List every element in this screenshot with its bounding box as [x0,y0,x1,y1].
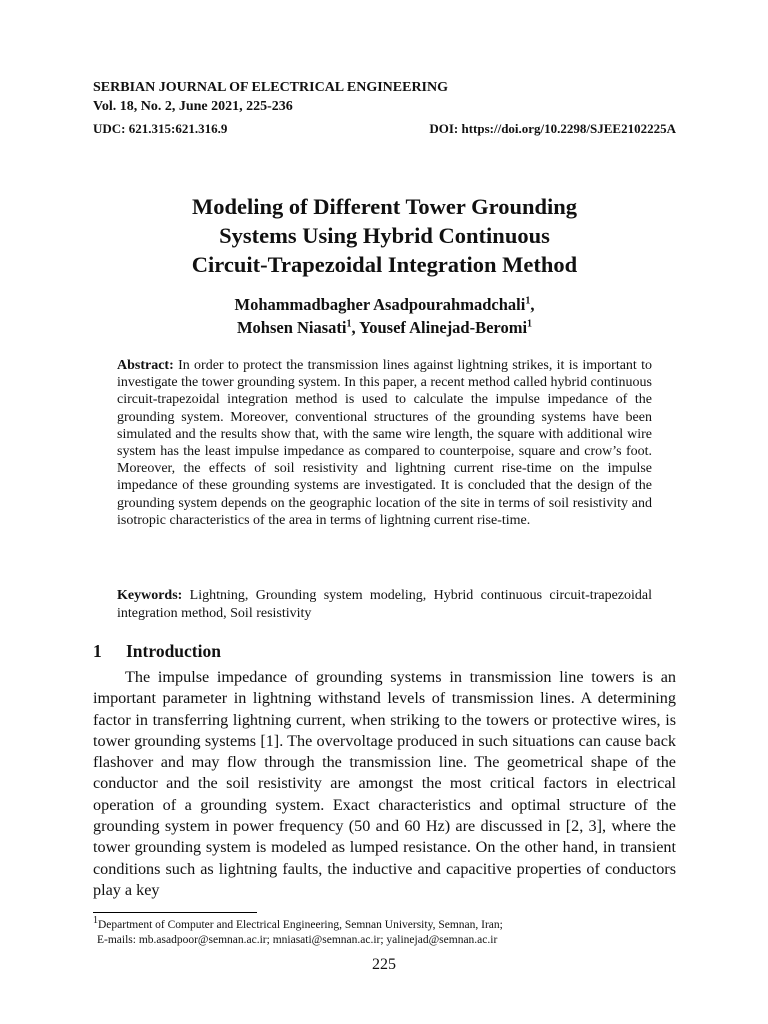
footnote [93,915,693,948]
affiliation-marker: 1 [527,318,533,330]
doi-link[interactable]: DOI: https://doi.org/10.2298/SJEE2102225A [429,121,676,136]
volume-info: Vol. 18, No. 2, June 2021, 225-236 [93,99,293,114]
author-line-2 [93,316,676,339]
title-line-2: Systems Using Hybrid Continuous [219,223,550,248]
footnote-affiliation: $^1$Department of Computer and Electrical Engineering, Semnan University, Semnan, Iran; [93,915,503,931]
author-line-1 [93,293,676,316]
udc-code: UDC: 621.315:621.316.9 [93,121,228,136]
author-separator: , [351,318,360,337]
footnote-rule [93,912,257,913]
footnote-marker: 1 [93,915,98,927]
keywords-label: Keywords: [117,588,183,603]
journal-header [93,78,448,116]
abstract [117,357,652,529]
keywords [117,587,652,622]
article-meta [93,121,676,137]
author-name: Mohammadbagher Asadpourahmadchali [234,295,526,314]
section-title: Introduction [126,641,221,661]
paper-title [93,192,676,279]
title-line-3: Circuit-Trapezoidal Integration Method [191,252,578,277]
affiliation-marker: 1 [346,318,352,330]
keywords-text: Lightning, Grounding system modeling, Hybrid continuous circuit-trapezoidal integration method, Soil resistivity [117,588,652,621]
section-heading [93,641,221,662]
footnote-emails: E-mails: mb.asadpoor@semnan.ac.ir; mniasati@semnan.ac.ir; yalinejad@semnan.ac.ir [97,934,498,946]
title-line-1: Modeling of Different Tower Grounding [191,194,578,219]
author-name: Mohsen Niasati [236,318,347,337]
abstract-label: Abstract: [117,358,174,373]
section-number: 1 [93,641,102,661]
author-separator: , [530,295,535,314]
affiliation-marker: 1 [525,295,531,307]
abstract-text: In order to protect the transmission lines against lightning strikes, it is important to investigate the tower grounding system. In this paper, a recent method called hybrid continuous circuit-trapezoidal integration method is used to calculate the impulse impedance of the grounding system. Moreover, conventional structures of the grounding systems have been simulated and the results show that, with the same wire length, the square with additional wire system has the least impulse impedance as compared to counterpoise, square and crow’s foot. Moreover, the effects of soil resistivity and lightning current rise-time on the impulse impedance of these grounding systems are investigated. It is concluded that the design of the grounding system depends on the geographic location of the site in terms of soil resistivity and isotropic characteristics of the area in terms of lightning current rise-time. [117,358,653,528]
introduction-paragraph: The impulse impedance of grounding systems in transmission line towers is an important parameter in lightning withstand levels of transmission lines. A determining factor in transferring lightning current, when striking to the towers or protective wires, is tower grounding systems [1]. The overvoltage produced in such situations can cause back flashover and may flow through the transmission line. The geometrical shape of the conductor and the soil resistivity are amongst the most critical factors in electrical operation of a grounding system. Exact characteristics and optimal structure of the grounding system in power frequency (50 and 60 Hz) are discussed in [2, 3], where the tower grounding system is modeled as lumped resistance. On the other hand, in transient conditions such as lightning faults, the inductive and capacitive properties of conductors play a key [93,668,676,899]
author-name: Yousef Alinejad-Beromi [359,318,528,337]
page-number: 225 [372,956,396,973]
journal-name: SERBIAN JOURNAL OF ELECTRICAL ENGINEERING [93,80,448,95]
author-list [93,293,676,339]
